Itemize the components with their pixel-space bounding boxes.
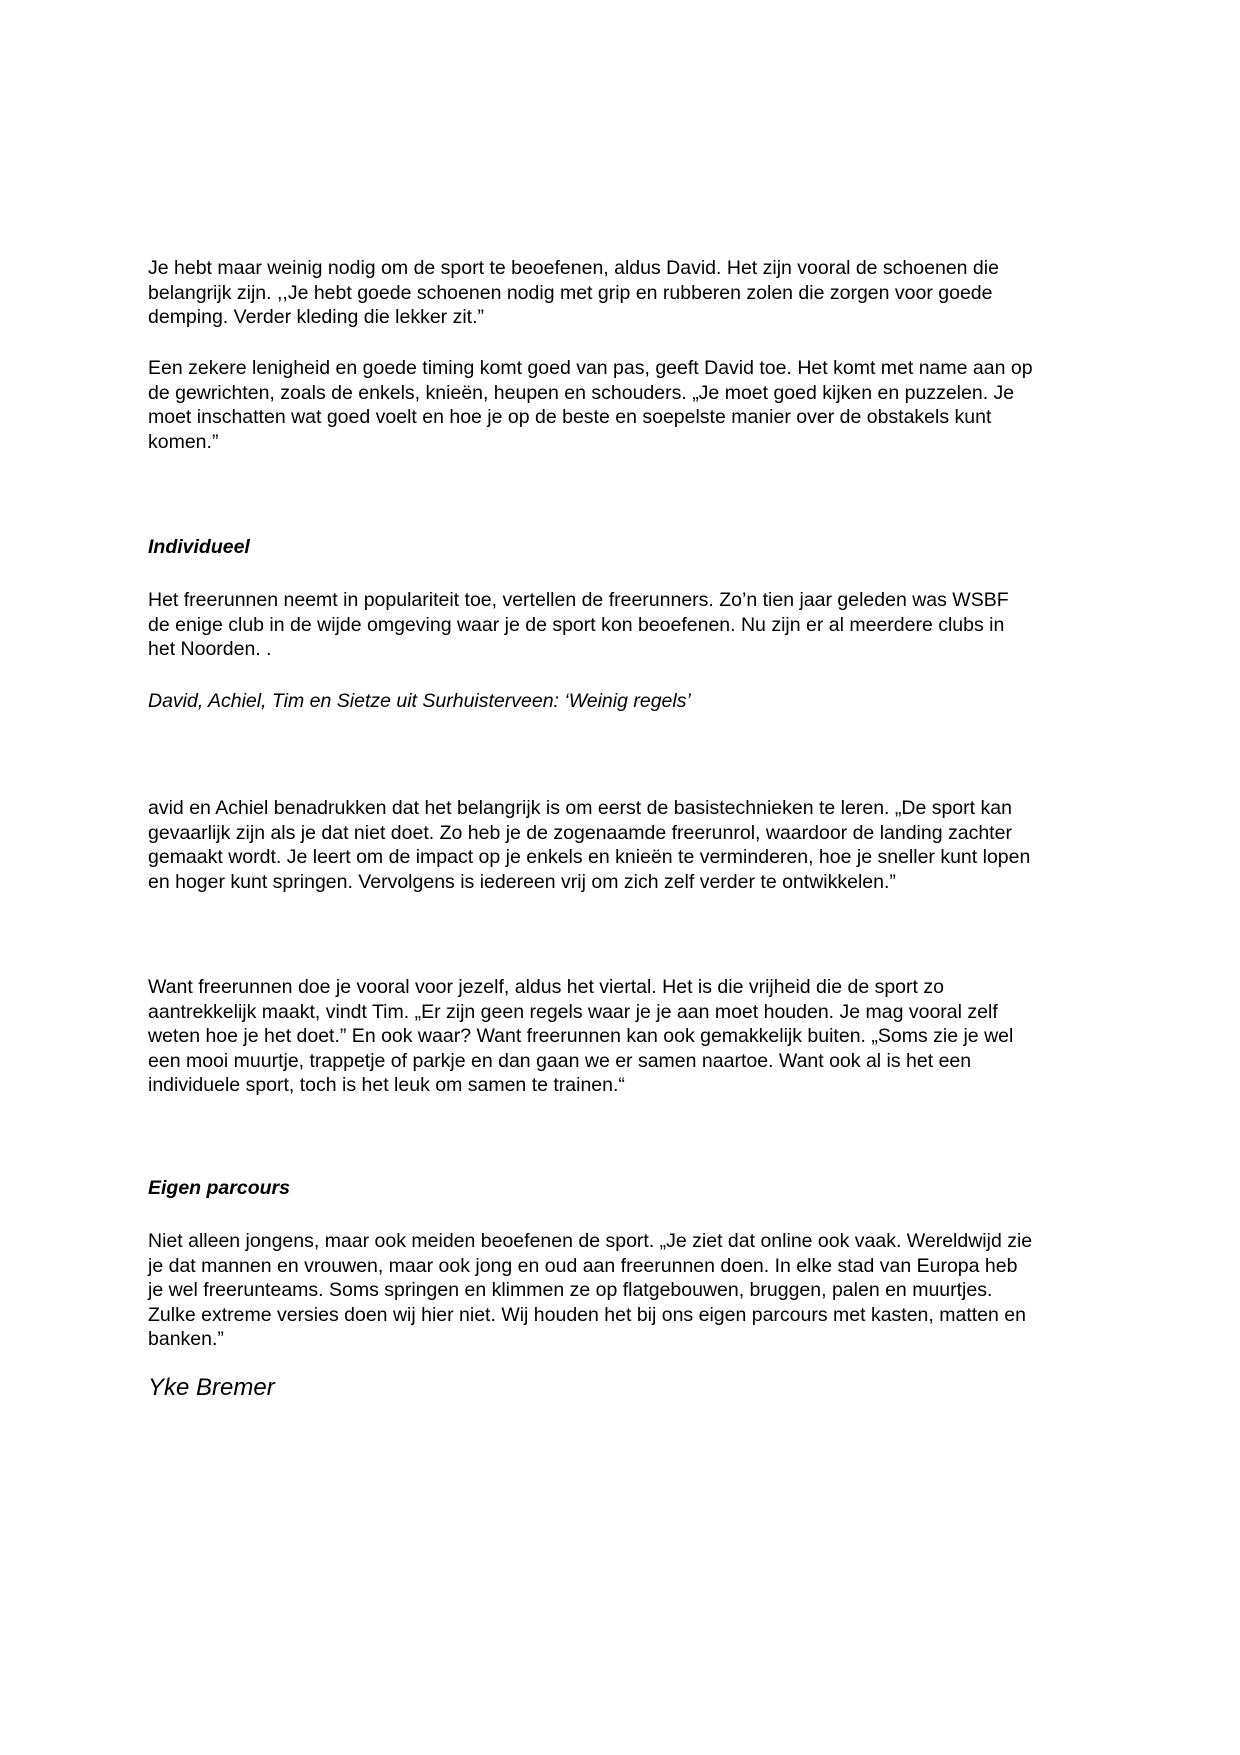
heading-eigen-parcours: Eigen parcours — [148, 1177, 290, 1199]
author-name: Yke Bremer — [148, 1374, 275, 1401]
paragraph-meiden: Niet alleen jongens, maar ook meiden beoefenen de sport. „Je ziet dat online ook vaak. Wereldwijd zie je dat mannen en vrouwen, maar ook jong en oud aan freerunnen doen. In elke stad van Europa heb je wel freerunteams. Soms springen en klimmen ze op flatgebouwen, bruggen, palen en muurtjes. Zulke extreme versies doen wij hier niet. Wij houden het bij ons eigen parcours met kasten, matten en banken.” — [148, 1230, 1033, 1350]
heading-individueel: Individueel — [148, 536, 250, 558]
paragraph-vrijheid: Want freerunnen doe je vooral voor jezelf, aldus het viertal. Het is die vrijheid die de sport zo aantrekkelijk maakt, vindt Tim. „Er zijn geen regels waar je je aan moet houden. Je mag vooral zelf weten hoe je het doet.” En ook waar? Want freerunnen kan ook gemakkelijk buiten. „Soms zie je wel een mooi muurtje, trappetje of parkje en dan gaan we er samen naartoe. Want ook al is het een individuele sport, toch is het leuk om samen te trainen.“ — [148, 976, 1014, 1096]
photo-caption: David, Achiel, Tim en Sietze uit Surhuisterveen: ‘Weinig regels’ — [148, 690, 691, 712]
paragraph-populariteit: Het freerunnen neemt in populariteit toe, vertellen de freerunners. Zo’n tien jaar geleden was WSBF de enige club in de wijde omgeving waar je de sport kon beoefenen. Nu zijn er al meerdere clubs in het Noorden. . — [148, 589, 1009, 660]
paragraph-intro: Je hebt maar weinig nodig om de sport te beoefenen, aldus David. Het zijn vooral de schoenen die belangrijk zijn. ,,Je hebt goede schoenen nodig met grip en rubberen zolen die zorgen voor goede demping. Verder kleding die lekker zit.” — [148, 257, 999, 328]
paragraph-basistechnieken: avid en Achiel benadrukken dat het belangrijk is om eerst de basistechnieken te leren. „De sport kan gevaarlijk zijn als je dat niet doet. Zo heb je de zogenaamde freerunrol, waardoor de landing zachter gemaakt wordt. Je leert om de impact op je enkels en knieën te verminderen, hoe je sneller kunt lopen en hoger kunt springen. Vervolgens is iedereen vrij om zich zelf verder te ontwikkelen.” — [148, 797, 1031, 893]
paragraph-lenigheid: Een zekere lenigheid en goede timing komt goed van pas, geeft David toe. Het komt met name aan op de gewrichten, zoals de enkels, knieën, heupen en schouders. „Je moet goed kijken en puzzelen. Je moet inschatten wat goed voelt en hoe je op de beste en soepelste manier over de obstakels kunt komen.” — [148, 357, 1033, 453]
